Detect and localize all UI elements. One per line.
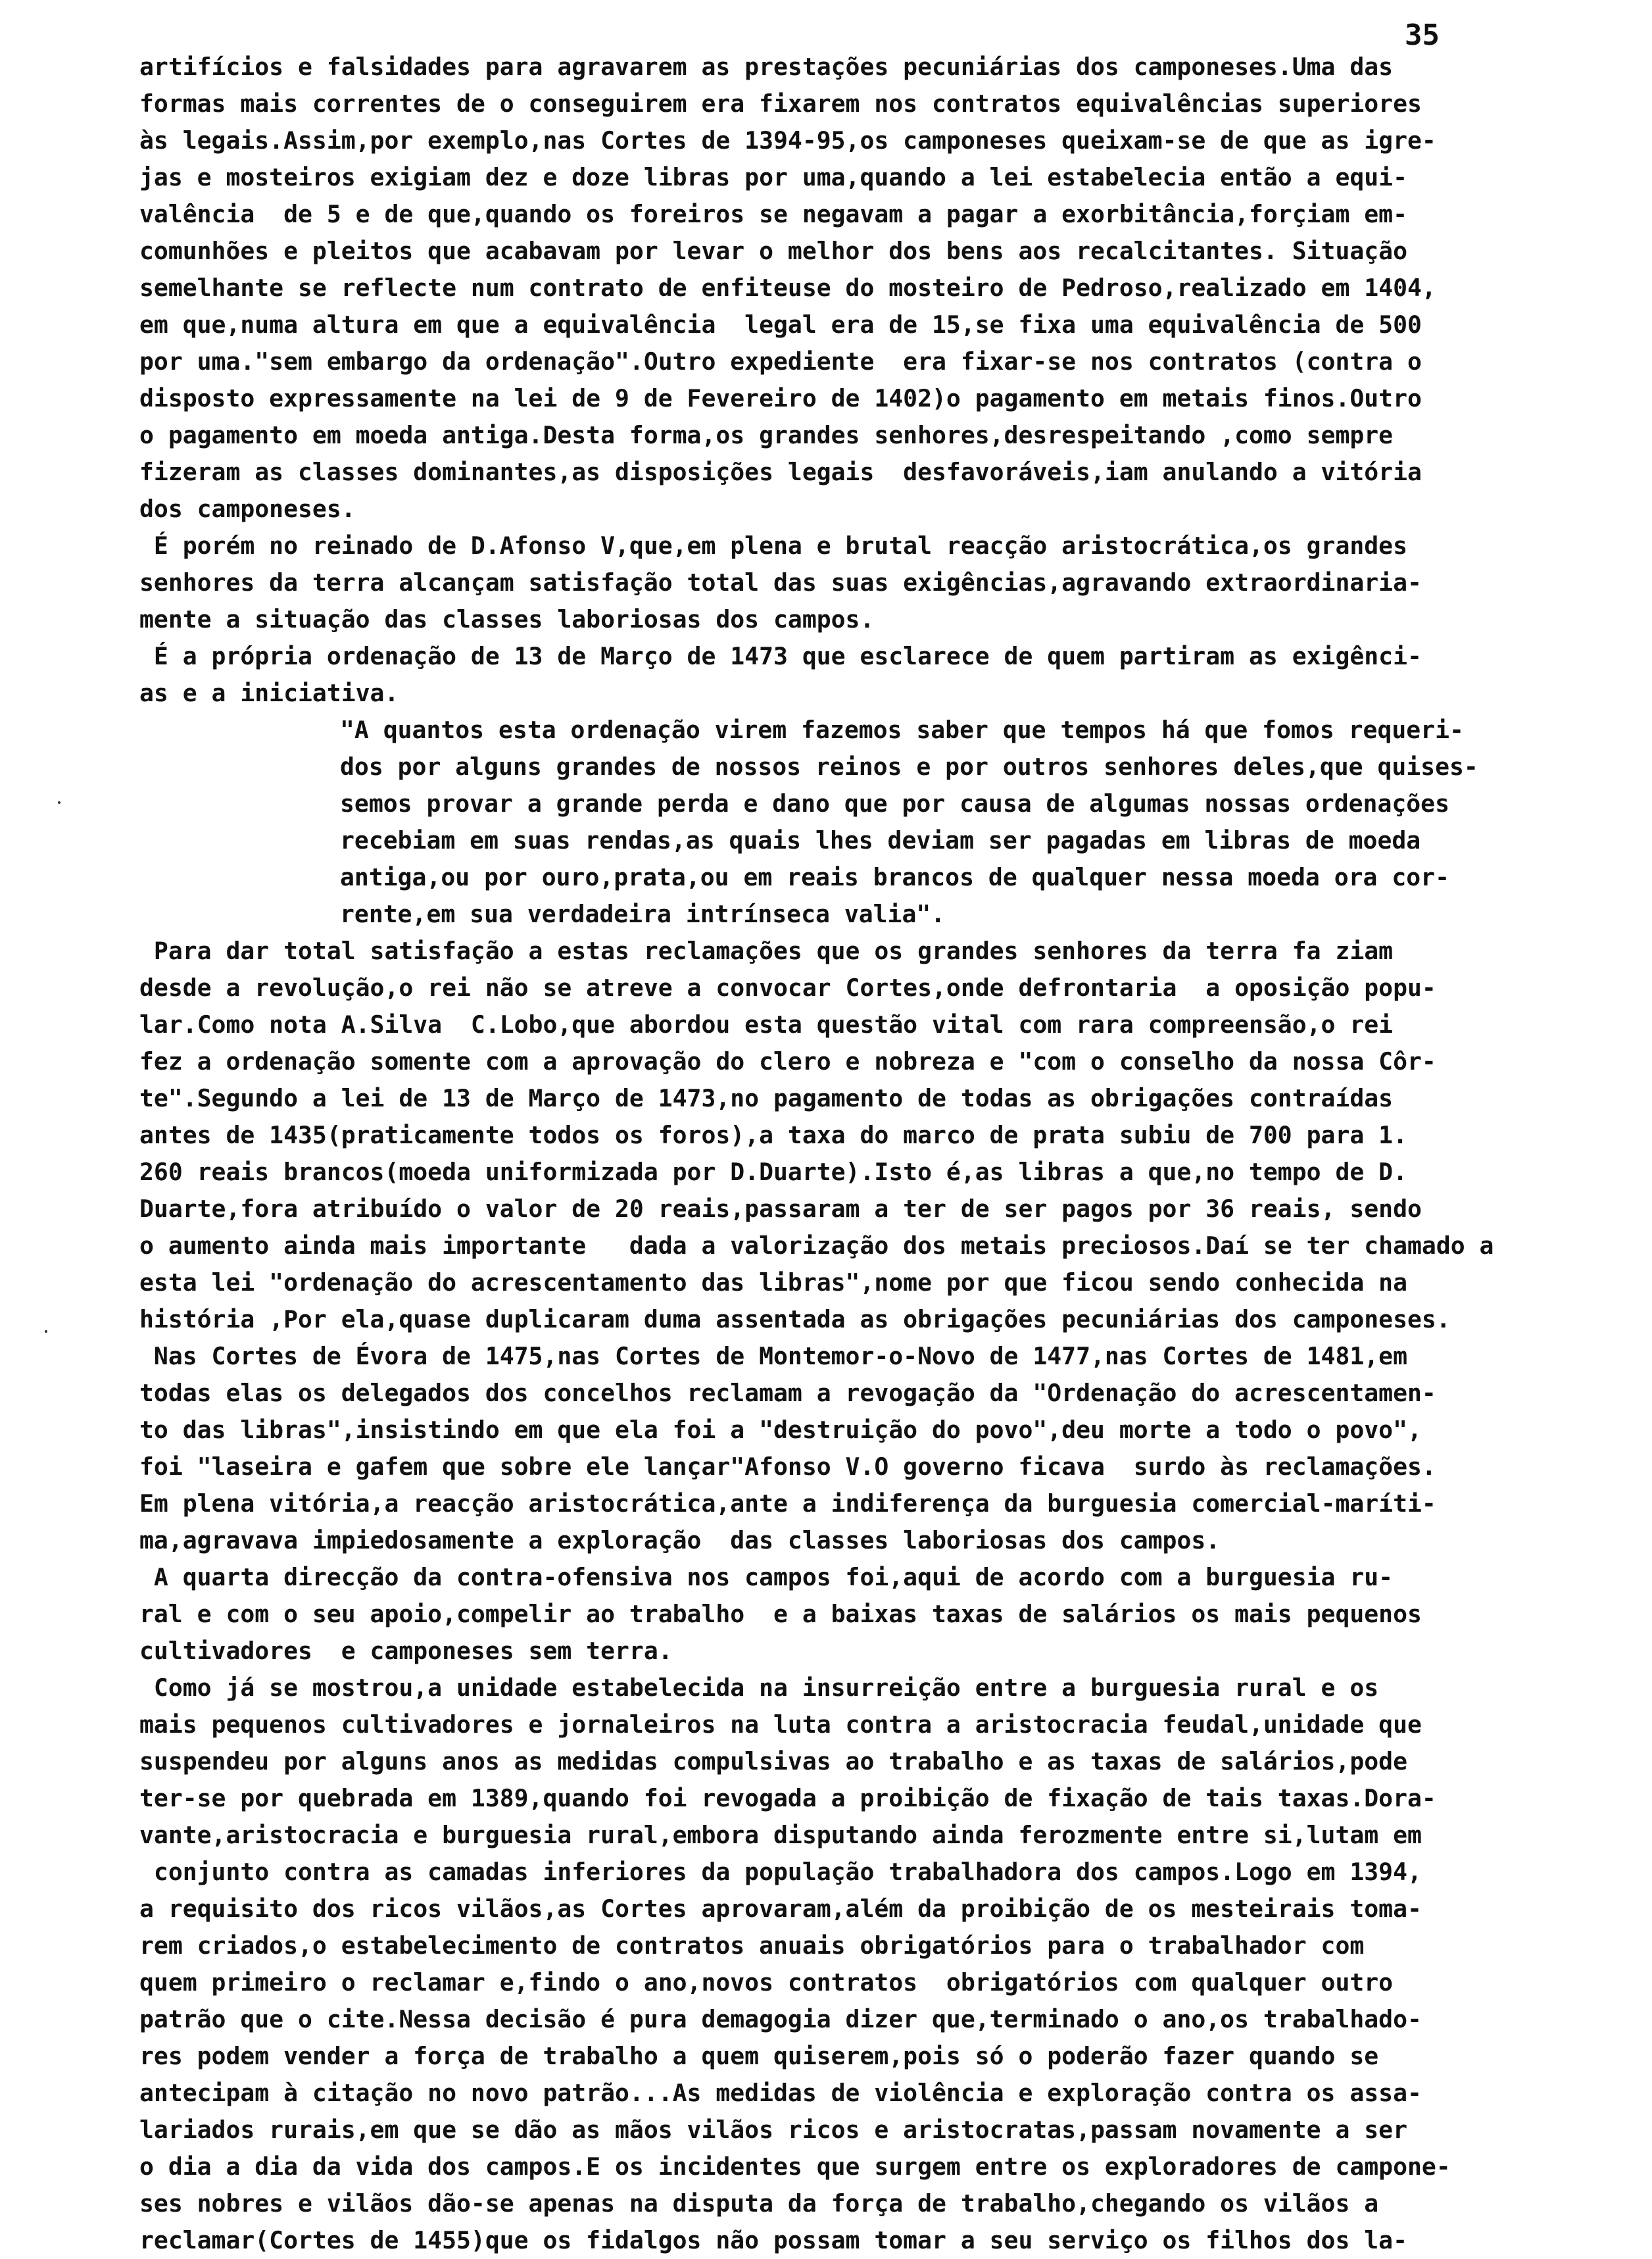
text-line: disposto expressamente na lei de 9 de Fevereiro de 1402)o pagamento em metais finos.Outro [139, 384, 1422, 412]
text-line: desde a revolução,o rei não se atreve a convocar Cortes,onde defrontaria a oposição popu- [139, 974, 1436, 1002]
text-line: antecipam à citação no novo patrão...As medidas de violência e exploração contra os assa- [139, 2079, 1422, 2107]
text-line: reclamar(Cortes de 1455)que os fidalgos não possam tomar a seu serviço os filhos dos la- [139, 2226, 1407, 2254]
text-line: antes de 1435(praticamente todos os foros),a taxa do marco de prata subiu de 700 para 1. [139, 1121, 1407, 1149]
text-line: A quarta direcção da contra-ofensiva nos campos foi,aqui de acordo com a burguesia ru- [139, 1563, 1394, 1591]
text-line: Como já se mostrou,a unidade estabelecida na insurreição entre a burguesia rural e os [139, 1674, 1379, 1702]
text-line: rem criados,o estabelecimento de contratos anuais obrigatórios para o trabalhador com [139, 1931, 1365, 1960]
text-line: em que,numa altura em que a equivalência legal era de 15,se fixa uma equivalência de 500 [139, 310, 1422, 339]
text-line: ral e com o seu apoio,compelir ao trabalho e a baixas taxas de salários os mais pequenos [139, 1600, 1422, 1628]
quoted-text-line: recebiam em suas rendas,as quais lhes deviam ser pagadas em libras de moeda [340, 826, 1421, 855]
body-text [139, 49, 1573, 2259]
text-line: as e a iniciativa. [139, 679, 399, 707]
quoted-text-line: semos provar a grande perda e dano que por causa de algumas nossas ordenações [340, 789, 1449, 818]
text-line: cultivadores e camponeses sem terra. [139, 1637, 673, 1665]
margin-speck [58, 801, 61, 804]
text-line: artifícios e falsidades para agravarem as prestações pecuniárias dos camponeses.Uma das [139, 53, 1394, 81]
page-number: 35 [1405, 18, 1440, 52]
text-line: lar.Como nota A.Silva C.Lobo,que abordou esta questão vital com rara compreensão,o rei [139, 1010, 1394, 1039]
text-line: o dia a dia da vida dos campos.E os incidentes que surgem entre os exploradores de campone- [139, 2152, 1451, 2181]
text-line: jas e mosteiros exigiam dez e doze libras por uma,quando a lei estabelecia então a equi- [139, 163, 1407, 191]
text-line: semelhante se reflecte num contrato de enfiteuse do mosteiro de Pedroso,realizado em 1404, [139, 274, 1436, 302]
text-line: Duarte,fora atribuído o valor de 20 reais,passaram a ter de ser pagos por 36 reais, sendo [139, 1195, 1422, 1223]
quoted-text-line: "A quantos esta ordenação virem fazemos saber que tempos há que fomos requeri- [340, 716, 1464, 744]
text-line: história ,Por ela,quase duplicaram duma assentada as obrigações pecuniárias dos camponeses. [139, 1305, 1451, 1333]
text-line: por uma."sem embargo da ordenação".Outro expediente era fixar-se nos contratos (contra o [139, 347, 1422, 376]
text-line: mais pequenos cultivadores e jornaleiros na luta contra a aristocracia feudal,unidade que [139, 1710, 1422, 1739]
text-line: Para dar total satisfação a estas reclamações que os grandes senhores da terra fa ziam [139, 937, 1394, 965]
text-line: conjunto contra as camadas inferiores da população trabalhadora dos campos.Logo em 1394, [139, 1858, 1422, 1886]
text-line: ma,agravava impiedosamente a exploração das classes laboriosas dos campos. [139, 1526, 1221, 1554]
text-line: lariados rurais,em que se dão as mãos vilãos ricos e aristocratas,passam novamente a ser [139, 2116, 1407, 2144]
quoted-text-line: dos por alguns grandes de nossos reinos e por outros senhores deles,que quises- [340, 753, 1478, 781]
text-line: o pagamento em moeda antiga.Desta forma,os grandes senhores,desrespeitando ,como sempre [139, 421, 1394, 449]
text-line: 260 reais brancos(moeda uniformizada por D.Duarte).Isto é,as libras a que,no tempo de D. [139, 1158, 1407, 1186]
text-line: Em plena vitória,a reacção aristocrática,ante a indiferença da burguesia comercial-maríti- [139, 1489, 1436, 1518]
text-line: comunhões e pleitos que acabavam por levar o melhor dos bens aos recalcitantes. Situação [139, 237, 1407, 265]
text-line: o aumento ainda mais importante dada a valorização dos metais preciosos.Daí se ter chamado a [139, 1231, 1494, 1260]
text-line: às legais.Assim,por exemplo,nas Cortes de 1394-95,os camponeses queixam-se de que as igre- [139, 126, 1436, 155]
text-line: patrão que o cite.Nessa decisão é pura demagogia dizer que,terminado o ano,os trabalhado- [139, 2005, 1422, 2033]
text-line: suspendeu por alguns anos as medidas compulsivas ao trabalho e as taxas de salários,pode [139, 1747, 1407, 1775]
text-line: todas elas os delegados dos concelhos reclamam a revogação da "Ordenação do acrescentamen- [139, 1379, 1436, 1407]
margin-speck [45, 1330, 47, 1333]
text-line: formas mais correntes de o conseguirem era fixarem nos contratos equivalências superiores [139, 89, 1422, 118]
text-line: senhores da terra alcançam satisfação total das suas exigências,agravando extraordinaria- [139, 568, 1422, 597]
quoted-text-line: antiga,ou por ouro,prata,ou em reais brancos de qualquer nessa moeda ora cor- [340, 863, 1449, 891]
text-line: ses nobres e vilãos dão-se apenas na disputa da força de trabalho,chegando os vilãos a [139, 2189, 1379, 2218]
text-line: quem primeiro o reclamar e,findo o ano,novos contratos obrigatórios com qualquer outro [139, 1968, 1394, 1997]
text-line: to das libras",insistindo em que ela foi a "destruição do povo",deu morte a todo o povo", [139, 1416, 1422, 1444]
text-line: foi "laseira e gafem que sobre ele lançar"Afonso V.O governo ficava surdo às reclamações. [139, 1452, 1436, 1481]
text-line: valência de 5 e de que,quando os foreiros se negavam a pagar a exorbitância,forçiam em- [139, 200, 1407, 228]
text-line: res podem vender a força de trabalho a quem quiserem,pois só o poderão fazer quando se [139, 2042, 1379, 2070]
text-line: Nas Cortes de Évora de 1475,nas Cortes de Montemor-o-Novo de 1477,nas Cortes de 1481,em [139, 1342, 1407, 1370]
quoted-text-line: rente,em sua verdadeira intrínseca valia". [340, 900, 946, 928]
text-line: É a própria ordenação de 13 de Março de 1473 que esclarece de quem partiram as exigênci- [139, 642, 1422, 670]
text-line: esta lei "ordenação do acrescentamento das libras",nome por que ficou sendo conhecida na [139, 1268, 1407, 1297]
text-line: vante,aristocracia e burguesia rural,embora disputando ainda ferozmente entre si,lutam em [139, 1821, 1422, 1849]
text-line: a requisito dos ricos vilãos,as Cortes aprovaram,além da proibição de os mesteirais toma- [139, 1895, 1422, 1923]
text-line: fez a ordenação somente com a aprovação do clero e nobreza e "com o conselho da nossa Côr- [139, 1047, 1436, 1076]
text-line: mente a situação das classes laboriosas dos campos. [139, 605, 875, 633]
text-line: te".Segundo a lei de 13 de Março de 1473,no pagamento de todas as obrigações contraídas [139, 1084, 1394, 1112]
text-line: É porém no reinado de D.Afonso V,que,em plena e brutal reacção aristocrática,os grandes [139, 532, 1407, 560]
text-line: dos camponeses. [139, 495, 356, 523]
text-line: fizeram as classes dominantes,as disposições legais desfavoráveis,iam anulando a vitória [139, 458, 1422, 486]
text-line: ter-se por quebrada em 1389,quando foi revogada a proibição de fixação de tais taxas.Dora- [139, 1784, 1436, 1812]
